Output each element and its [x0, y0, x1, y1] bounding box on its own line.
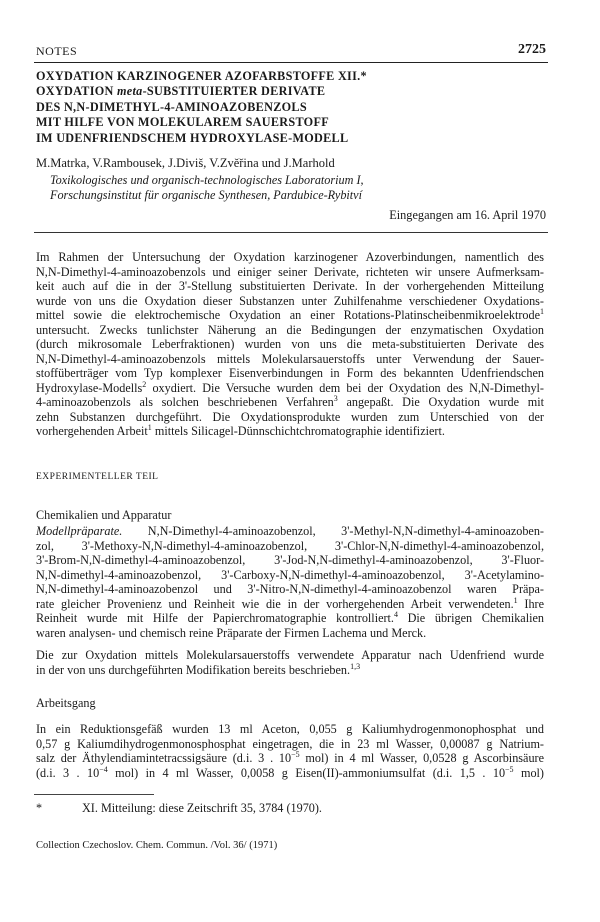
body-line: Im Rahmen der Untersuchung der Oxydation karzinogener Azoverbindungen, namentlich des [36, 250, 544, 264]
exponent: −5 [291, 749, 300, 759]
body-text: Die übrigen Chemikalien [397, 611, 544, 625]
preparations-paragraph [36, 524, 544, 640]
body-text: angepaßt. Die Oxydation wurde mit [337, 395, 544, 409]
body-text: oxydiert. Die Versuche wurden dem bei der Oxydation des N,N-Dimethyl- [146, 380, 544, 395]
title-line: OXYDATION KARZINOGENER AZOFARBSTOFFE XII.* [36, 69, 367, 83]
title-line-italic: meta [116, 84, 143, 99]
inline-label: Modellpräparate. [36, 524, 123, 538]
received-date: Eingegangen am 16. April 1970 [389, 208, 546, 222]
reference-marker: 3 [333, 393, 338, 403]
body-line: N,N-dimethyl-4-aminoazobenzol und 3'-Nitro-N,N-dimethyl-4-aminoazobenzol waren Präpa- [36, 582, 544, 596]
body-text: Reinheit wurde mit Hilfe der Papierchromatographie kontrolliert. [36, 611, 394, 625]
footnote-marker: * [36, 801, 43, 815]
title-line: DES N,N-DIMETHYL-4-AMINOAZOBENZOLS [36, 99, 307, 114]
body-text: Hydroxylase-Modells [36, 380, 143, 395]
footnote-text: XI. Mitteilung: diese Zeitschrift 35, 3784 (1970). [82, 801, 322, 815]
apparatus-paragraph [36, 648, 544, 677]
body-text: Ihre [517, 596, 545, 611]
reference-marker: 1 [147, 422, 152, 432]
author-list: M.Matrka, V.Rambousek, J.Diviš, V.Zvěřina und J.Marhold [36, 156, 335, 170]
reference-marker: 1,3 [350, 661, 361, 671]
body-line: N,N-Dimethyl-4-aminoazobenzols mittels Molekularsauerstoffs unter Verwendung der Sauer- [36, 351, 544, 366]
body-line: Die zur Oxydation mittels Molekularsauerstoffs verwendete Apparatur nach Udenfriend wurde [36, 648, 544, 662]
body-line: In ein Reduktionsgefäß wurden 13 ml Aceton, 0,055 g Kaliumhydrogenmonophosphat und [36, 722, 544, 736]
footnote [36, 801, 322, 816]
title-line [36, 84, 556, 99]
body-text: mittel sowie die elektrochemische Oxydation an einer Rotations-Platinscheibenmikroelektrode [36, 308, 540, 322]
body-text: 4-aminoazobenzols als solchen beschriebenen Verfahren [36, 395, 334, 409]
page-number: 2725 [518, 42, 546, 57]
journal-footer: Collection Czechoslov. Chem. Commun. /Vol. 36/ (1971) [36, 840, 278, 851]
body-line [36, 751, 544, 766]
procedure-paragraph [36, 722, 544, 780]
body-line [36, 524, 544, 539]
reference-marker: 1 [540, 306, 544, 316]
subheading-procedure: Arbeitsgang [36, 696, 96, 710]
body-line: stoffüberträger vom Typ komplexer Eisenverbindungen in Form des bekannten Udenfriendschen [36, 366, 544, 380]
body-text: rate gleicher Provenienz und Reinheit wie die in der vorhergehenden Arbeit verwendeten. [36, 596, 514, 611]
body-line [36, 395, 544, 410]
body-line: 3'-Brom-N,N-dimethyl-4-aminoazobenzol, 3'-Jod-N,N-dimethyl-4-aminoazobenzol, 3'-Fluor- [36, 553, 544, 567]
body-line [36, 766, 544, 781]
affiliation-line: Forschungsinstitut für organische Synthesen, Pardubice-Rybitví [50, 188, 362, 202]
title-line: IM UDENFRIENDSCHEM HYDROXYLASE-MODELL [36, 130, 349, 145]
body-text: mol) in 4 ml Wasser, 0,0058 g Eisen(II)-ammoniumsulfat (d.i. 1,5 . 10 [107, 765, 506, 780]
body-line: wurde von uns die Oxydation dieser Substanzen unter Zuhilfenahme verschiedener Oxydations- [36, 293, 544, 308]
body-text: mol) in 4 ml Wasser, 0,0528 g Ascorbinsäure [299, 751, 545, 765]
body-line: zehn Substanzen durchgeführt. Die Oxydationsprodukte wurden zum Unterschied von der [36, 409, 544, 424]
reference-marker: 1 [513, 595, 518, 605]
body-text: mittels Silicagel-Dünnschichtchromatographie identifiziert. [151, 424, 445, 438]
body-line [36, 597, 544, 612]
body-line [36, 308, 544, 323]
affiliation [50, 173, 364, 203]
body-text: vorhergehenden Arbeit [36, 424, 148, 438]
body-text: N,N-Dimethyl-4-aminoazobenzol, 3'-Methyl-N,N-dimethyl-4-aminoazoben- [147, 524, 544, 538]
section-rule [34, 232, 548, 233]
article-title [36, 69, 556, 146]
exponent: −4 [99, 764, 108, 774]
body-line: N,N-Dimethyl-4-aminoazobenzols und einiger seiner Derivate, richteten wir unsere Aufmerksam- [36, 264, 544, 279]
body-line: waren analysen- und chemisch reine Präparate der Firmen Lachema und Merck. [36, 625, 427, 640]
body-line: zol, 3'-Methoxy-N,N-dimethyl-4-aminoazobenzol, 3'-Chlor-N,N-dimethyl-4-aminoazobenzol, [36, 538, 544, 553]
subheading-chemicals: Chemikalien und Apparatur [36, 508, 172, 522]
reference-marker: 2 [142, 379, 147, 389]
title-line-part: OXYDATION [36, 84, 117, 99]
body-line: (durch mikrosomale Leberfraktionen) wurden von uns die meta-substituierten Derivate des [36, 337, 544, 351]
body-line [36, 424, 544, 439]
body-line [36, 611, 544, 626]
exponent: −5 [505, 764, 514, 774]
reference-marker: 4 [393, 609, 398, 619]
title-line: MIT HILFE VON MOLEKULAREM SAUERSTOFF [36, 115, 329, 130]
body-line: untersucht. Zwecks tunlichster Näherung an die Bedingungen der enzymatischen Oxydation [36, 322, 544, 337]
footnote-rule [34, 794, 154, 795]
title-line-part: -SUBSTITUIERTER DERIVATE [142, 84, 326, 99]
body-text: in der von uns durchgeführten Modifikation bereits beschrieben. [36, 662, 351, 677]
body-line: N,N-dimethyl-4-aminoazobenzol, 3'-Carboxy-N,N-dimethyl-4-aminoazobenzol, 3'-Acetylamino- [36, 567, 544, 582]
intro-paragraph [36, 250, 544, 439]
body-line: 0,57 g Kaliumdihydrogenmonosphosphat eingetragen, die in 23 ml Wasser, 0,00087 g Natrium- [36, 736, 544, 751]
affiliation-line: Toxikologisches und organisch-technologisches Laboratorium I, [50, 173, 364, 187]
header-rule [34, 62, 548, 63]
body-text: (d.i. 3 . 10 [36, 765, 100, 780]
body-text: salz der Äthylendiamintetracssigsäure (d.i. 3 . 10 [36, 751, 292, 765]
body-line [36, 663, 544, 678]
body-text: mol) [513, 765, 544, 780]
section-heading: EXPERIMENTELLER TEIL [36, 472, 159, 482]
running-header-section: NOTES [36, 44, 78, 58]
body-line: keit auch auf die in der 3'-Stellung substituierten Derivate. In der vorhergehenden Mitteilung [36, 279, 544, 293]
body-line [36, 381, 544, 396]
